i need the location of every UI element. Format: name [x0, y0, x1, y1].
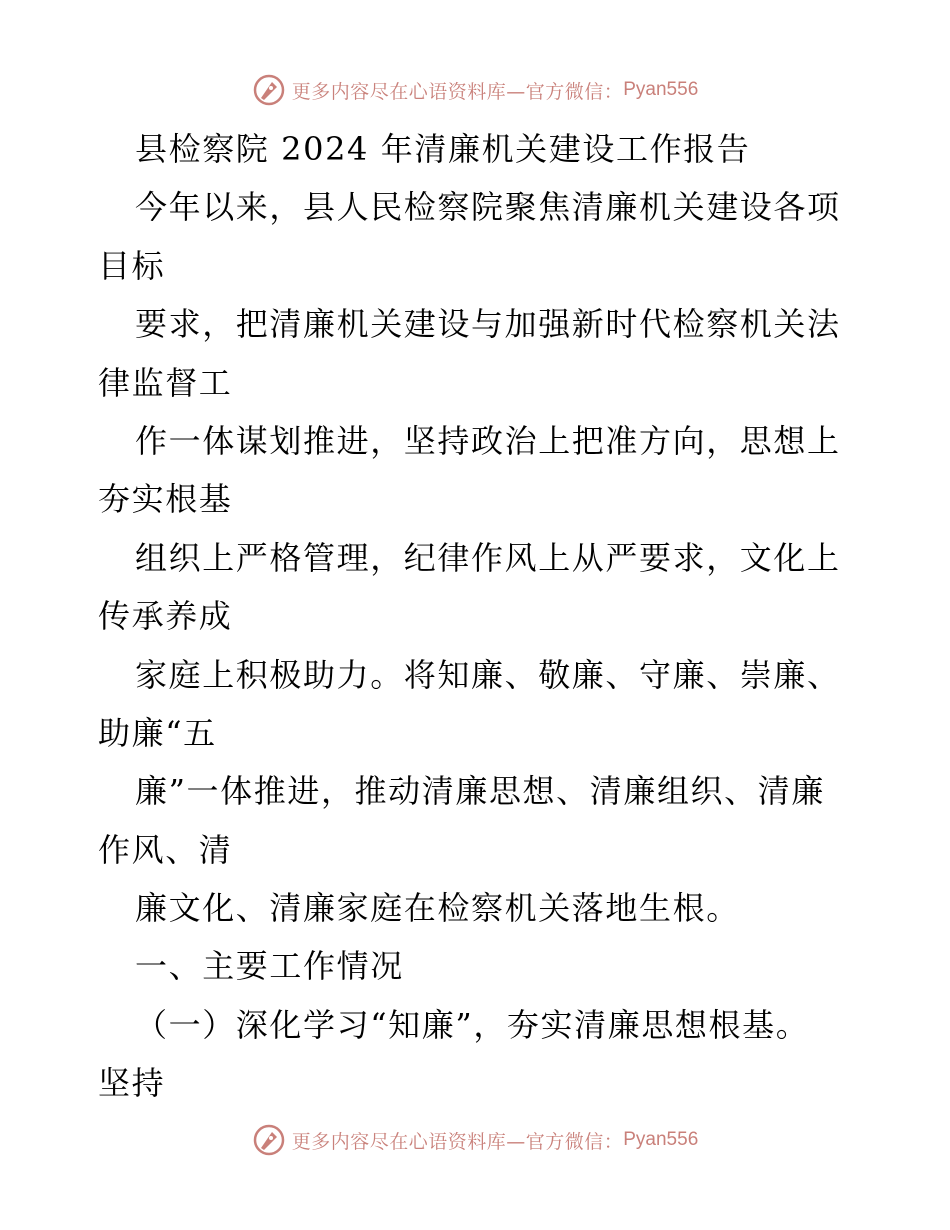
pen-nib-logo-icon	[252, 1123, 286, 1157]
section-heading: 一、主要工作情况	[135, 947, 404, 986]
text-line: 组织上严格管理，纪律作风上从严要求，文化上	[135, 538, 841, 577]
document-title: 县检察院 2024 年清廉机关建设工作报告	[135, 130, 751, 168]
document-body	[98, 120, 858, 1113]
watermark-footer	[0, 1120, 950, 1160]
text-line: 廉”一体推进，推动清廉思想、清廉组织、清廉	[135, 772, 825, 811]
text-line: 要求，把清廉机关建设与加强新时代检察机关法	[135, 305, 841, 344]
watermark-text: 更多内容尽在心语资料库—官方微信：	[291, 80, 624, 103]
text-line: 助廉“五	[98, 713, 217, 752]
watermark-header	[0, 70, 950, 110]
text-line: 家庭上积极助力。将知廉、敬廉、守廉、崇廉、	[135, 655, 841, 694]
text-line: 作一体谋划推进，坚持政治上把准方向，思想上	[135, 421, 841, 460]
watermark-wechat-id: Pyan556	[623, 79, 699, 100]
text-line: 目标	[98, 246, 166, 285]
watermark-text: 更多内容尽在心语资料库—官方微信：	[291, 1130, 624, 1153]
text-line: 作风、清	[98, 830, 233, 869]
text-line: 夯实根基	[98, 480, 233, 519]
text-line: 廉文化、清廉家庭在检察机关落地生根。	[135, 889, 740, 928]
watermark-wechat-id: Pyan556	[623, 1129, 699, 1150]
text-line: 传承养成	[98, 597, 233, 636]
pen-nib-logo-icon	[252, 73, 286, 107]
text-line: 今年以来，县人民检察院聚焦清廉机关建设各项	[135, 188, 841, 227]
text-line: 坚持	[98, 1064, 166, 1103]
text-line: 律监督工	[98, 363, 233, 402]
subsection-heading: （一）深化学习“知廉”，夯实清廉思想根基。	[135, 1005, 810, 1044]
